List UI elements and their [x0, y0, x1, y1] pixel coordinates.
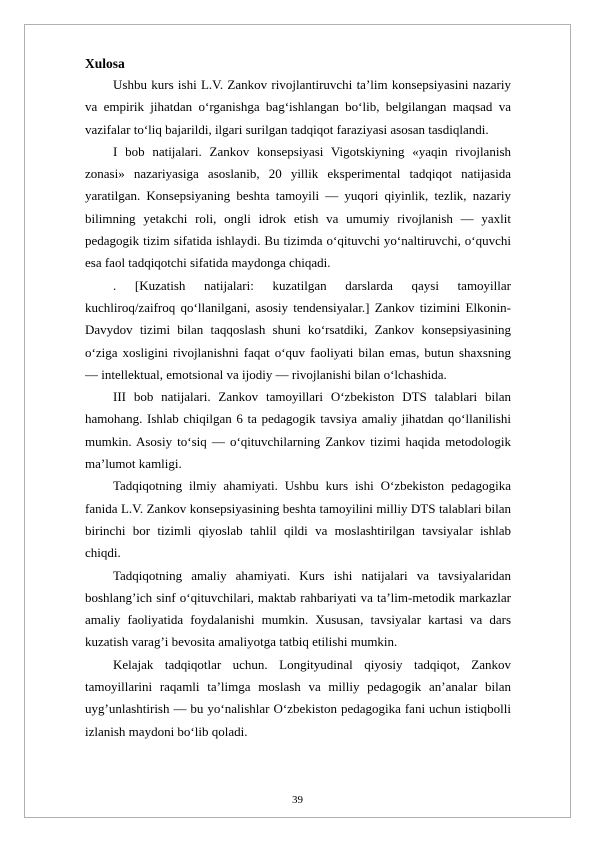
paragraph-intro: Ushbu kurs ishi L.V. Zankov rivojlantiruvchi ta’lim konsepsiyasini nazariy va empirik jihatdan o‘rganishga bag‘ishlangan bo‘lib, belgilangan maqsad va vazifalar to‘liq bajarildi, ilgari surilgan tadqiqot faraziyasi asosan tasdiqlandi. [85, 77, 511, 137]
page-number: 39 [292, 794, 303, 806]
paragraph-scientific-significance: Tadqiqotning ilmiy ahamiyati. Ushbu kurs ishi O‘zbekiston pedagogika fanida L.V. Zankov konsepsiyasining beshta tamoyilini milliy DTS talablari bilan birinchi bor tizimli qiyoslab tahlil qildi va moslashtirilgan tavsiyalar ishlab chiqdi. [85, 478, 511, 561]
document-body [85, 54, 511, 743]
paragraph-practical-significance: Tadqiqotning amaliy ahamiyati. Kurs ishi natijalari va tavsiyalaridan boshlang’ich sinf o‘qituvchilari, maktab rahbariyati va ta’lim-metodik markazlar amaliy faoliyatida foydalanishi mumkin. Xususan, tavsiyalar kartasi va dars kuzatish varag’i bevosita amaliyotga tatbiq etilishi mumkin. [85, 567, 511, 650]
paragraph-future-research: Kelajak tadqiqotlar uchun. Longityudinal qiyosiy tadqiqot, Zankov tamoyillarini raqamli ta’limga moslash va milliy pedagogik an’analar bilan uyg’unlashtirish — bu yo‘nalishlar O‘zbekiston pedagogika fani uchun istiqbolli izlanish maydoni bo‘lib qoladi. [85, 656, 511, 739]
paragraph-chapter-1: I bob natijalari. Zankov konsepsiyasi Vigotskiyning «yaqin rivojlanish zonasi» nazariyasiga asoslanib, 20 yillik eksperimental tadqiqot natijasida yaratilgan. Konsepsiyaning beshta tamoyili — yuqori qiyinlik, tezlik, nazariy bilimning yetakchi roli, ongli idrok etish va umumiy rivojlanish — yaxlit pedagogik tizim sifatida ishlaydi. Bu tizimda o‘qituvchi yo‘naltiruvchi, o‘quvchi esa faol tadqiqotchi sifatida maydonga chiqadi. [85, 143, 511, 271]
paragraph-chapter-3: III bob natijalari. Zankov tamoyillari O‘zbekiston DTS talablari bilan hamohang. Ishlab chiqilgan 6 ta pedagogik tavsiya amaliy jihatdan qo‘llanilishi mumkin. Asosiy to‘siq — o‘qituvchilarning Zankov tizimi haqida metodologik ma’lumot kamligi. [85, 389, 511, 472]
paragraph-observation: . [Kuzatish natijalari: kuzatilgan darslarda qaysi tamoyillar kuchliroq/zaifroq qo‘llanilgani, asosiy tendensiyalar.] Zankov tizimini Elkonin-Davydov tizimi bilan taqqoslash shuni ko‘rsatdiki, Zankov konsepsiyasining o‘ziga xosligini rivojlanishni faqat o‘quv faoliyati bilan emas, butun shaxsning — intellektual, emotsional va ijodiy — rivojlanishi bilan o‘lchashida. [85, 277, 511, 382]
section-heading: Xulosa [85, 56, 125, 71]
